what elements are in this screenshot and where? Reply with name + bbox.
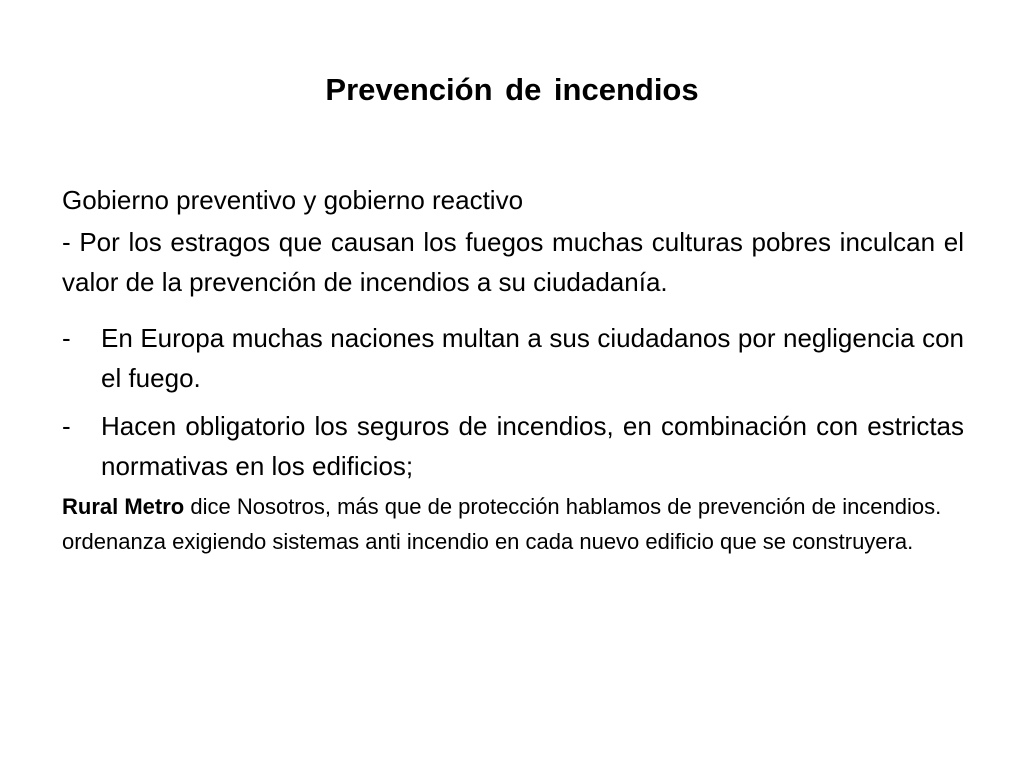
bullet-text: En Europa muchas naciones multan a sus ciudadanos por negligencia con el fuego.: [101, 323, 964, 393]
intro-paragraph: - Por los estragos que causan los fuegos muchas culturas pobres inculcan el valor de la prevención de incendios a su ciudadanía.: [62, 227, 964, 297]
bullet-item: [62, 406, 964, 486]
bullet-dash: -: [62, 411, 71, 441]
rural-metro-text: dice Nosotros, más que de protección hablamos de prevención de incendios.: [184, 494, 942, 519]
rural-metro-name: Rural Metro: [62, 494, 185, 519]
slide-body: [62, 180, 964, 564]
slide-title: Prevención de incendios: [325, 72, 699, 107]
rural-metro-paragraph: [62, 494, 964, 519]
bullet-item: [62, 318, 964, 398]
subheading: Gobierno preventivo y gobierno reactivo: [62, 185, 524, 215]
bullet-dash: -: [62, 323, 71, 353]
ordinance-paragraph: ordenanza exigiendo sistemas anti incendio en cada nuevo edificio que se construyera.: [62, 529, 914, 554]
bullet-text: Hacen obligatorio los seguros de incendios, en combinación con estrictas normativas en los edificios;: [101, 411, 964, 481]
